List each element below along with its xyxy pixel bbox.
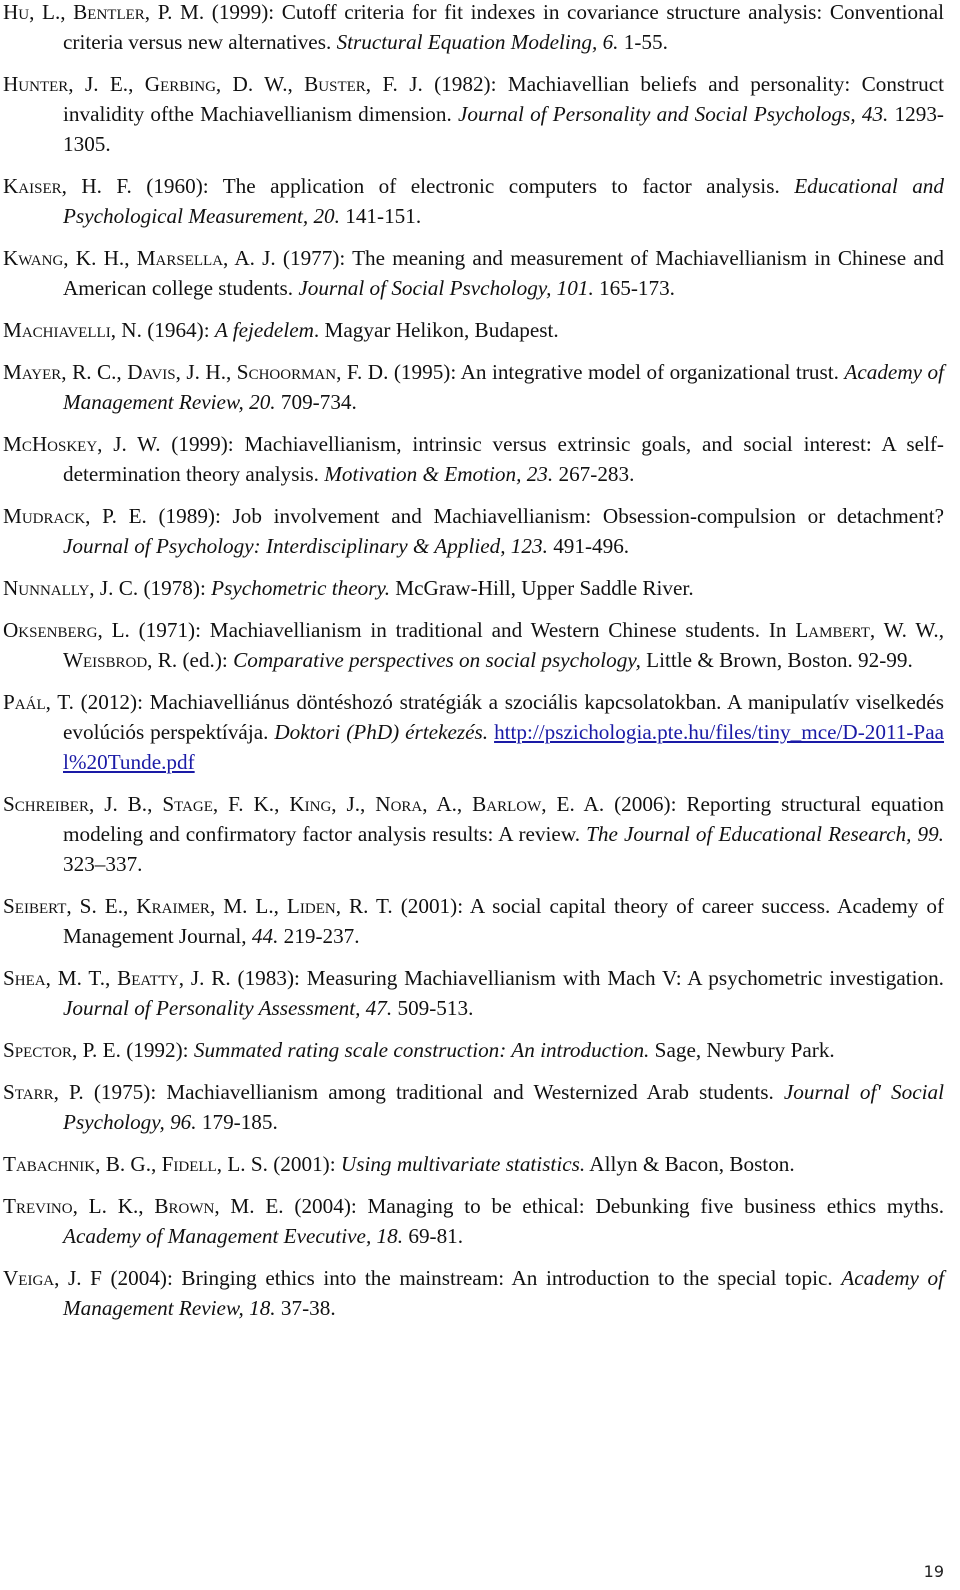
reference-text: (2012): Machiavelliánus döntéshozó stratégiák a szociális kapcsolatokban. A manipulatív viselkedés evolúciós perspektívája. <box>63 690 944 744</box>
reference-authors: McHoskey, J. W. <box>3 432 161 456</box>
reference-source-title: Educational and Psychological Measurement, 20. <box>63 174 944 228</box>
page-number: 19 <box>923 1562 944 1581</box>
reference-entry <box>3 891 944 951</box>
reference-source-title: Academy of Management Review, 20. <box>63 360 945 414</box>
reference-text: Sage, Newbury Park. <box>649 1038 835 1062</box>
reference-entry <box>3 171 944 231</box>
reference-text: (1999): Cutoff criteria for fit indexes in covariance structure analysis: Conventional criteria versus new alternatives. <box>63 0 945 54</box>
reference-text: (2001): <box>267 1152 341 1176</box>
reference-source-title: Journal of Social Psvchology, 101. <box>298 276 594 300</box>
reference-text: (1983): Measuring Machiavellianism with Mach V: A psychometric investigation. <box>230 966 944 990</box>
reference-text: (1989): Job involvement and Machiavellianism: Obsession-compulsion or detachment? <box>146 504 944 528</box>
reference-entry <box>3 687 944 777</box>
reference-source-title: Academy of Management Evecutive, 18. <box>63 1224 404 1248</box>
reference-entry <box>3 501 944 561</box>
reference-text: 267-283. <box>553 462 635 486</box>
reference-entry <box>3 243 944 303</box>
reference-text: (1978): <box>138 576 212 600</box>
reference-text: (1960): The application of electronic computers to factor analysis. <box>131 174 795 198</box>
reference-text: (1995): An integrative model of organizational trust. <box>388 360 845 384</box>
reference-text: (1982): Machiavellian beliefs and personality: Construct invalidity ofthe Machiavellianism dimension. <box>63 72 944 126</box>
reference-entry <box>3 357 944 417</box>
reference-text: (2001): A social capital theory of career success. Academy of Management Journal, <box>63 894 944 948</box>
reference-authors: Starr, P. <box>3 1080 84 1104</box>
reference-entry <box>3 429 944 489</box>
reference-source-title: Academy of Management Review, 18. <box>63 1266 944 1320</box>
reference-authors: Oksenberg, L. <box>3 618 130 642</box>
reference-source-title: Journal of Personality Assessment, 47. <box>63 996 393 1020</box>
reference-entry <box>3 1191 944 1251</box>
reference-text: Allyn & Bacon, Boston. <box>585 1152 795 1176</box>
reference-source-title: Structural Equation Modeling, 6. <box>336 30 619 54</box>
reference-source-title: A fejedelem <box>214 318 314 342</box>
reference-source-title: The Journal of Educational Research, 99. <box>586 822 944 846</box>
reference-source-title: Journal of Psychology: Interdisciplinary & Applied, 123. <box>63 534 548 558</box>
reference-authors: Kwang, K. H., Marsella, A. J. <box>3 246 276 270</box>
reference-text: 509-513. <box>392 996 474 1020</box>
reference-text: (1999): Machiavellianism, intrinsic versus extrinsic goals, and social interest: A self-determination theory analysis. <box>63 432 944 486</box>
reference-entry <box>3 963 944 1023</box>
reference-authors: Kaiser, H. F. <box>3 174 132 198</box>
reference-text: (ed.): <box>177 648 234 672</box>
reference-text: Little & Brown, Boston. 92-99. <box>640 648 913 672</box>
reference-text: 179-185. <box>196 1110 278 1134</box>
reference-entry <box>3 615 944 675</box>
reference-source-title: Psychometric theory. <box>211 576 390 600</box>
reference-entry <box>3 1035 944 1065</box>
reference-entry <box>3 0 944 57</box>
reference-source-title: Doktori (PhD) értekezés. <box>274 720 489 744</box>
reference-authors: Shea, M. T., Beatty, J. R. <box>3 966 231 990</box>
reference-source-title: 44. <box>251 924 279 948</box>
reference-entry <box>3 573 944 603</box>
reference-text: 37-38. <box>275 1296 336 1320</box>
reference-authors: Mudrack, P. E. <box>3 504 147 528</box>
reference-authors: Tabachnik, B. G., Fidell, L. S. <box>3 1152 268 1176</box>
reference-text: 219-237. <box>278 924 360 948</box>
reference-text: (1975): Machiavellianism among traditional and Westernized Arab students. <box>83 1080 784 1104</box>
reference-authors: Spector, P. E. <box>3 1038 121 1062</box>
reference-text: (2006): Reporting structural equation modeling and confirmatory factor analysis results: A review. <box>63 792 944 846</box>
reference-authors: Nunnally, J. C. <box>3 576 139 600</box>
reference-source-title: Summated rating scale construction: An introduction. <box>193 1038 650 1062</box>
reference-authors: Schreiber, J. B., Stage, F. K., King, J., Nora, A., Barlow, E. A. <box>3 792 605 816</box>
reference-entry <box>3 69 944 159</box>
reference-authors: Hunter, J. E., Gerbing, D. W., Buster, F. J. <box>3 72 423 96</box>
reference-text: 491-496. <box>547 534 630 558</box>
reference-text: 1293-1305. <box>63 102 944 156</box>
reference-text: 709-734. <box>275 390 357 414</box>
reference-authors: Hu, L., Bentler, P. M. <box>3 0 205 24</box>
reference-entry <box>3 1077 944 1137</box>
reference-authors: Seibert, S. E., Kraimer, M. L., Liden, R. T. <box>3 894 393 918</box>
reference-source-title: Journal of' Social Psychology, 96. <box>63 1080 944 1134</box>
reference-authors: Lambert, W. W., Weisbrod, R. <box>63 618 945 672</box>
reference-text: 69-81. <box>403 1224 464 1248</box>
reference-authors: Paál, T. <box>3 690 74 714</box>
reference-entry <box>3 1263 944 1323</box>
reference-authors: Machiavelli, N. <box>3 318 142 342</box>
reference-source-title: Journal of Personality and Social Psychologs, 43. <box>457 102 889 126</box>
reference-authors: Mayer, R. C., Davis, J. H., Schoorman, F. D. <box>3 360 389 384</box>
reference-source-title: Motivation & Emotion, 23. <box>324 462 554 486</box>
reference-text: (1977): The meaning and measurement of Machiavellianism in Chinese and American college students. <box>63 246 944 300</box>
reference-entry <box>3 315 944 345</box>
reference-list <box>3 0 944 1335</box>
reference-authors: Trevino, L. K., Brown, M. E. <box>3 1194 284 1218</box>
reference-text: (1971): Machiavellianism in traditional and Western Chinese students. In <box>129 618 796 642</box>
reference-text: 165-173. <box>593 276 675 300</box>
reference-text: McGraw-Hill, Upper Saddle River. <box>390 576 694 600</box>
reference-link[interactable]: http://pszichologia.pte.hu/files/tiny_mce/D-2011-Paal%20Tunde.pdf <box>63 720 945 774</box>
reference-text: (1964): <box>141 318 215 342</box>
reference-entry <box>3 1149 944 1179</box>
reference-authors: Veiga, J. F <box>3 1266 102 1290</box>
reference-text: . Magyar Helikon, Budapest. <box>313 318 559 342</box>
reference-text: 1-55. <box>618 30 668 54</box>
reference-text: (2004): Bringing ethics into the mainstream: An introduction to the special topic. <box>101 1266 842 1290</box>
reference-text: 141-151. <box>339 204 422 228</box>
reference-text: (1992): <box>120 1038 194 1062</box>
reference-text: 323–337. <box>63 852 143 876</box>
reference-text: (2004): Managing to be ethical: Debunking five business ethics myths. <box>283 1194 945 1218</box>
reference-entry <box>3 789 944 879</box>
reference-source-title: Using multivariate statistics. <box>340 1152 586 1176</box>
reference-source-title: Comparative perspectives on social psychology, <box>233 648 641 672</box>
